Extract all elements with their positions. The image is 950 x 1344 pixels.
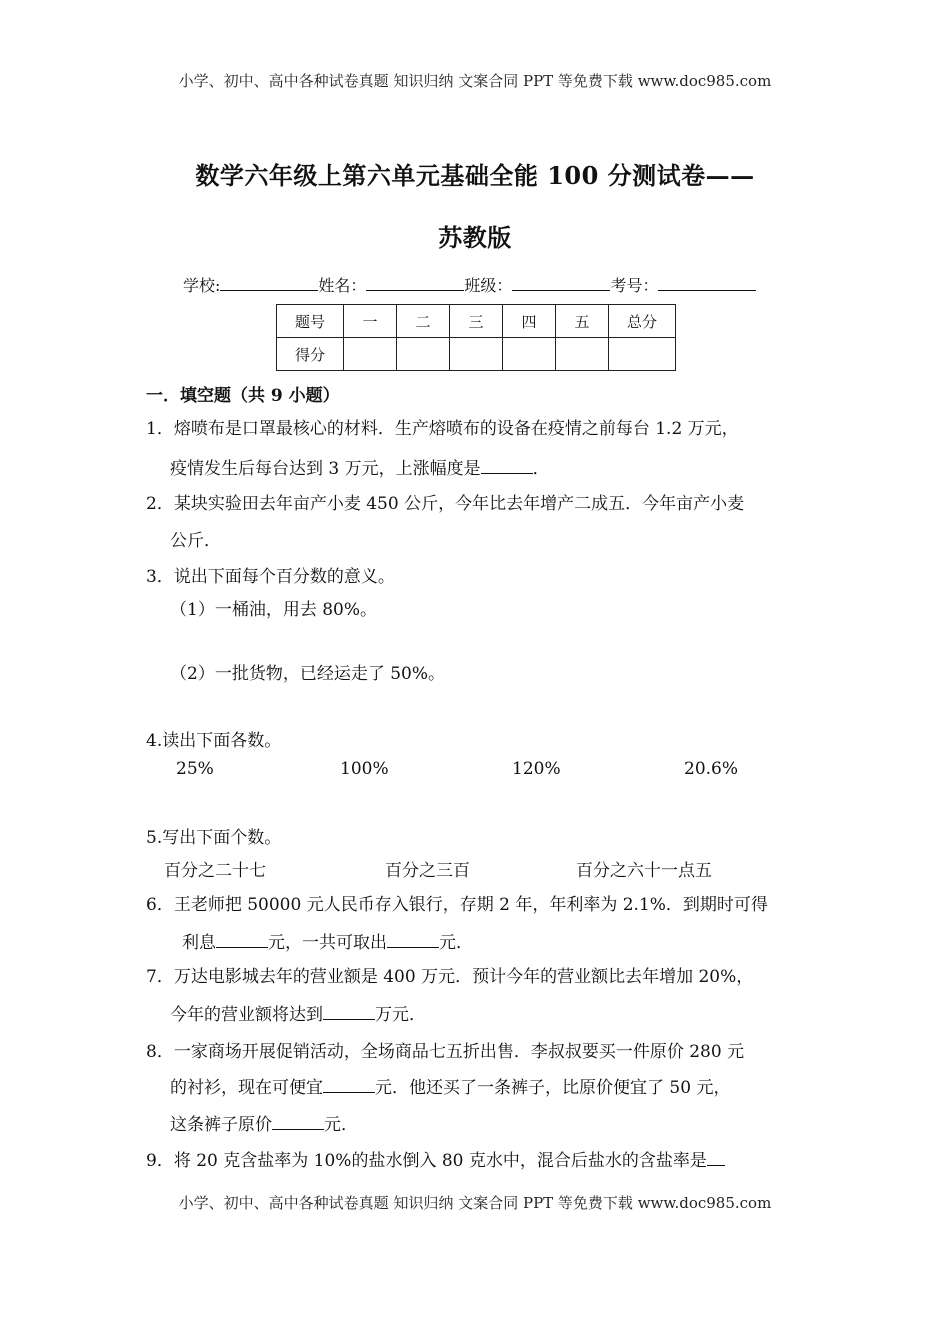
answer-blank[interactable] — [272, 1115, 324, 1130]
question-4-item: 120% — [512, 759, 561, 779]
page-footer: 小学、初中、高中各种试卷真题 知识归纳 文案合同 PPT 等免费下载 www.doc985.com — [178, 1194, 772, 1212]
question-1-end: ． — [532, 459, 550, 479]
question-7-line2 — [170, 1000, 426, 1025]
answer-blank[interactable] — [216, 933, 268, 948]
question-1-line2 — [170, 454, 550, 479]
question-3-line1: 3．说出下面每个百分数的意义。 — [146, 567, 395, 587]
score-cell[interactable] — [556, 338, 609, 371]
question-7-text: 万元． — [375, 1005, 426, 1025]
question-4-item: 100% — [340, 759, 389, 779]
question-8-line2 — [170, 1073, 730, 1098]
question-5-line1: 5.写出下面个数。 — [146, 828, 282, 848]
question-9-line1 — [146, 1146, 725, 1171]
name-label: 姓名： — [318, 276, 367, 295]
question-8-line3 — [170, 1110, 358, 1135]
page-header: 小学、初中、高中各种试卷真题 知识归纳 文案合同 PPT 等免费下载 www.doc985.com — [178, 72, 772, 90]
question-2-line2: 公斤． — [170, 531, 221, 551]
question-8-text: 的衬衫，现在可便宜 — [170, 1078, 323, 1098]
header-cell: 四 — [503, 305, 556, 338]
question-8-text: 元．他还买了一条裤子，比原价便宜了 50 元， — [375, 1078, 731, 1098]
exam-number-field[interactable] — [658, 276, 756, 291]
score-table — [276, 304, 676, 371]
header-cell: 题号 — [277, 305, 344, 338]
question-4-item: 25% — [176, 759, 214, 779]
answer-blank[interactable] — [707, 1151, 725, 1166]
score-cell[interactable] — [450, 338, 503, 371]
question-6-text: 利息 — [182, 933, 216, 953]
score-cell[interactable] — [609, 338, 676, 371]
answer-blank[interactable] — [481, 459, 533, 474]
question-1-line1: 1．熔喷布是口罩最核心的材料．生产熔喷布的设备在疫情之前每台 1.2 万元， — [146, 419, 739, 439]
header-cell: 二 — [397, 305, 450, 338]
school-label: 学校: — [183, 276, 221, 295]
header-cell: 总分 — [609, 305, 676, 338]
name-field[interactable] — [366, 276, 464, 291]
question-6-text: 元． — [439, 933, 473, 953]
question-9-text: 9．将 20 克含盐率为 10%的盐水倒入 80 克水中，混合后盐水的含盐率是 — [146, 1151, 707, 1171]
score-table-score-row — [277, 338, 676, 371]
class-label: 班级： — [464, 276, 513, 295]
question-3-sub2: （2）一批货物，已经运走了 50%。 — [170, 664, 446, 684]
question-3-sub1: （1）一桶油，用去 80%。 — [170, 600, 378, 620]
question-5-item: 百分之二十七 — [164, 861, 266, 881]
score-table-header-row — [277, 305, 676, 338]
page-title-line2: 苏教版 — [438, 223, 512, 252]
exam-number-label: 考号： — [610, 276, 659, 295]
score-cell[interactable] — [503, 338, 556, 371]
score-cell[interactable] — [397, 338, 450, 371]
answer-blank[interactable] — [387, 933, 439, 948]
question-6-text: 元，一共可取出 — [268, 933, 387, 953]
question-6-line2 — [182, 928, 473, 953]
question-8-text: 这条裤子原价 — [170, 1115, 272, 1135]
question-6-line1: 6．王老师把 50000 元人民币存入银行，存期 2 年，年利率为 2.1%．到期时可得 — [146, 895, 768, 915]
question-8-text: 元． — [324, 1115, 358, 1135]
answer-blank[interactable] — [323, 1078, 375, 1093]
answer-blank[interactable] — [323, 1005, 375, 1020]
score-row-label: 得分 — [277, 338, 344, 371]
question-7-text: 今年的营业额将达到 — [170, 1005, 323, 1025]
student-info-row — [183, 273, 756, 296]
header-cell: 五 — [556, 305, 609, 338]
class-field[interactable] — [512, 276, 610, 291]
question-4-item: 20.6% — [684, 759, 739, 779]
question-1-text: 疫情发生后每台达到 3 万元，上涨幅度是 — [170, 459, 481, 479]
page-title-line1: 数学六年级上第六单元基础全能 100 分测试卷—— — [195, 161, 755, 190]
section-title: 一．填空题（共 9 小题） — [146, 386, 340, 406]
score-cell[interactable] — [344, 338, 397, 371]
question-5-item: 百分之六十一点五 — [576, 861, 712, 881]
question-7-line1: 7．万达电影城去年的营业额是 400 万元．预计今年的营业额比去年增加 20%， — [146, 967, 754, 987]
question-2-line1: 2．某块实验田去年亩产小麦 450 公斤，今年比去年增产二成五．今年亩产小麦 — [146, 494, 745, 514]
question-8-line1: 8．一家商场开展促销活动，全场商品七五折出售．李叔叔要买一件原价 280 元 — [146, 1042, 745, 1062]
question-4-line1: 4.读出下面各数。 — [146, 731, 282, 751]
question-5-item: 百分之三百 — [385, 861, 470, 881]
header-cell: 一 — [344, 305, 397, 338]
school-field[interactable] — [220, 276, 318, 291]
header-cell: 三 — [450, 305, 503, 338]
